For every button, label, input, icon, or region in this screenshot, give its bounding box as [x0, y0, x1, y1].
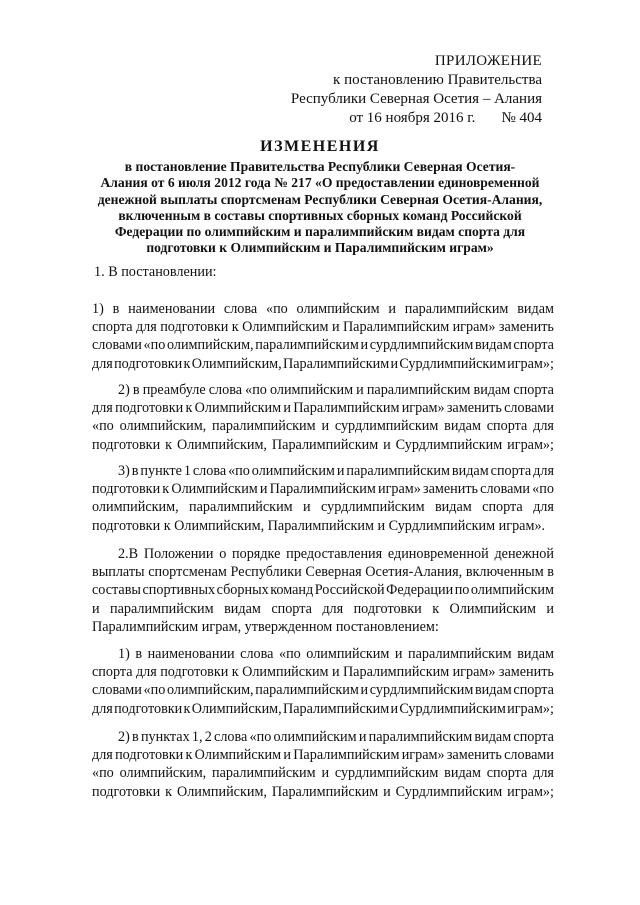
word: 1 — [183, 463, 191, 479]
word: слова — [240, 646, 274, 662]
word: олимпийским, — [166, 682, 254, 699]
word: «по — [532, 481, 554, 498]
paragraph-line — [92, 355, 554, 373]
word: заменить — [498, 664, 554, 681]
word: единовременной — [387, 546, 489, 562]
paragraph-line — [92, 783, 554, 801]
word: Сурдлимпийским — [399, 700, 506, 717]
word: в — [135, 646, 143, 662]
word: наименовании — [147, 646, 235, 662]
word: подготовки — [92, 436, 161, 453]
word: для — [322, 600, 344, 617]
paragraph-line — [92, 663, 554, 681]
heading-line: включенным в составы спортивных сборных команд Российской — [118, 207, 522, 223]
word: для — [92, 700, 113, 717]
word: Олимпийским, — [176, 783, 267, 800]
word: для — [533, 765, 554, 782]
word: заменить — [446, 400, 502, 417]
word: и — [388, 301, 397, 317]
word: Осетия-Алания, — [365, 564, 463, 581]
paragraph-line: подготовки к Олимпийским, Паралимпийским и Сурдлимпийским играм». — [92, 517, 546, 534]
word: видам — [474, 682, 512, 699]
word: к — [231, 664, 239, 681]
word: играм» — [401, 400, 445, 417]
word: и — [331, 319, 340, 336]
paragraph-1-3 — [92, 462, 554, 535]
paragraph-line — [92, 728, 554, 746]
word: и — [390, 355, 399, 372]
word: и — [283, 747, 291, 764]
heading-line: подготовки к Олимпийским и Паралимпийским играм» — [146, 240, 494, 256]
word: играм» — [377, 481, 421, 498]
word: словами — [92, 337, 142, 354]
word: олимпийским — [251, 463, 335, 479]
word: 2 — [204, 729, 212, 745]
paragraph-1-1 — [92, 300, 554, 373]
paragraph-line — [92, 480, 554, 498]
word: подготовки — [92, 783, 161, 800]
word: Олимпийским, — [176, 436, 267, 453]
word: 2) — [118, 382, 130, 398]
word: видам — [473, 382, 511, 398]
word: к — [165, 783, 173, 800]
paragraph-2-1 — [92, 645, 554, 718]
word: сурдлимпийским — [369, 682, 474, 699]
word: и — [283, 400, 291, 417]
word: к — [165, 436, 173, 453]
word: сурдлимпийским — [334, 418, 439, 435]
word: слова — [223, 301, 258, 317]
word: олимпийским — [470, 582, 554, 599]
word: к — [162, 481, 170, 498]
word: подготовки — [114, 700, 183, 717]
word: подготовки — [160, 319, 229, 336]
word: предоставления — [286, 546, 383, 562]
word: для — [533, 499, 554, 516]
word: паралимпийским — [212, 418, 316, 435]
paragraph-line — [66, 300, 554, 318]
heading-title: ИЗМЕНЕНИЯ — [260, 138, 380, 155]
word: Федерации — [386, 582, 454, 599]
section-2 — [92, 545, 554, 636]
word: для — [135, 664, 157, 681]
heading-line: денежной выплаты спортсменам Республики Северная Осетия-Алания, — [97, 191, 543, 207]
word: в — [131, 463, 139, 479]
paragraph-line — [92, 436, 554, 454]
paragraph-line — [92, 381, 554, 399]
word: для — [92, 400, 113, 417]
word: выплаты — [92, 564, 145, 581]
word: и — [383, 436, 391, 453]
paragraph-line: Паралимпийским играм, утвержденном постановлением: — [92, 618, 439, 635]
word: 1) — [118, 646, 130, 662]
paragraph-line — [92, 498, 554, 516]
heading-line: Федерации по олимпийским и паралимпийским видам спорта для — [114, 224, 526, 240]
word: играм»; — [507, 355, 554, 372]
paragraph-line — [92, 417, 554, 435]
word: к — [432, 600, 440, 617]
word: 3) — [118, 463, 130, 479]
word: словами — [480, 481, 531, 498]
word: и — [321, 418, 330, 435]
heading-line: Алания от 6 июля 2012 года № 217 «О предоставлении единовременной — [100, 175, 540, 191]
paragraph-line — [92, 563, 554, 581]
word: «по — [278, 646, 301, 662]
word: сурдлимпийским — [369, 337, 474, 354]
word: 2) — [118, 729, 130, 745]
word: наименовании — [128, 301, 216, 317]
word: спорта — [513, 337, 554, 354]
word: паралимпийским — [189, 499, 293, 516]
word: и — [331, 664, 340, 681]
word: видам — [451, 463, 489, 479]
word: подготовки — [92, 481, 161, 498]
word: подготовки — [115, 747, 184, 764]
word: 1) — [92, 301, 104, 317]
paragraph-line — [92, 645, 554, 663]
word: слова — [214, 729, 248, 745]
word: Паралимпийским — [271, 783, 379, 800]
word: спорта — [92, 319, 133, 336]
word: включенным — [465, 564, 544, 581]
word: Паралимпийским — [342, 319, 450, 336]
word: для — [92, 747, 113, 764]
word: заменить — [498, 319, 554, 336]
paragraph-line — [92, 581, 554, 599]
word: играм» — [452, 319, 496, 336]
word: и — [358, 729, 367, 745]
word: Сурдлимпийским — [395, 783, 503, 800]
word: «по — [249, 729, 272, 745]
paragraph-line — [92, 700, 554, 718]
word: олимпийским, — [119, 418, 207, 435]
word: спорта — [513, 729, 554, 745]
section-1-text: 1. В постановлении: — [94, 264, 217, 280]
word: видам — [444, 765, 481, 782]
word: олимпийским, — [92, 499, 179, 516]
word: паралимпийским — [212, 765, 316, 782]
word: играм» — [452, 664, 496, 681]
word: Паралимпийским — [282, 700, 390, 717]
word: паралимпийским — [255, 682, 359, 699]
word: к — [185, 747, 193, 764]
paragraph-line — [92, 336, 554, 354]
section-1-title — [92, 263, 554, 281]
word: Олимпийским — [194, 747, 282, 764]
word: сурдлимпийским — [321, 499, 425, 516]
word: и — [336, 463, 345, 479]
word: паралимпийским — [110, 600, 214, 617]
word: играм»; — [507, 436, 554, 453]
word: по — [454, 582, 470, 599]
word: и — [321, 765, 330, 782]
word: спорта — [486, 418, 528, 435]
appendix-line-2: Республики Северная Осетия – Алания — [290, 91, 542, 107]
word: паралимпийским — [346, 463, 450, 479]
word: и — [92, 600, 100, 617]
word: видам — [444, 418, 481, 435]
word: спорта — [490, 463, 532, 479]
word: Паралимпийским — [342, 664, 450, 681]
word: Олимпийским — [171, 481, 258, 498]
word: и — [390, 700, 399, 717]
paragraph-2-2 — [92, 728, 554, 801]
word: заменить — [422, 481, 479, 498]
date-prefix: от — [349, 110, 364, 126]
word: олимпийским, — [166, 337, 254, 354]
word: для — [533, 418, 554, 435]
word: олимпийским — [273, 729, 357, 745]
word: к — [231, 319, 239, 336]
word: Олимпийским, — [191, 700, 282, 717]
word: «по — [265, 301, 288, 317]
paragraph-line — [92, 764, 554, 782]
word: и — [356, 382, 364, 398]
word: Олимпийским — [242, 664, 329, 681]
paragraph-line — [92, 399, 554, 417]
word: и — [360, 682, 369, 699]
word: видам — [517, 301, 554, 317]
word: подготовки — [160, 664, 229, 681]
word: паралимпийским — [366, 382, 471, 398]
appendix-date-row — [291, 109, 542, 128]
word: составы — [92, 582, 141, 599]
word: Сурдлимпийским — [395, 436, 503, 453]
word: паралимпийским — [408, 646, 512, 662]
word: для — [135, 319, 157, 336]
word: спортсменам — [148, 564, 227, 581]
word: и — [546, 600, 554, 617]
word: сурдлимпийским — [334, 765, 439, 782]
word: к — [183, 355, 191, 372]
word: видам — [474, 729, 512, 745]
word: «по — [92, 765, 114, 782]
word: спорта — [271, 600, 312, 617]
paragraph-line — [92, 545, 554, 563]
word: играм» — [401, 747, 445, 764]
word: спорта — [92, 664, 133, 681]
word: в — [132, 382, 140, 398]
word: паралимпийским — [368, 729, 473, 745]
word: «по — [143, 337, 166, 354]
word: и — [394, 646, 403, 662]
word: к — [185, 400, 193, 417]
word: преамбуле — [142, 382, 206, 398]
word: спорта — [482, 499, 523, 516]
word: Республики — [230, 564, 302, 581]
word: и — [383, 783, 391, 800]
word: порядке — [232, 546, 281, 562]
word: Олимпийским — [449, 600, 536, 617]
word: олимпийским — [269, 382, 354, 398]
word: словами — [504, 400, 554, 417]
word: и — [259, 481, 268, 498]
appendix-date: 16 ноября 2016 г. — [366, 110, 476, 126]
appendix-number: № 404 — [501, 110, 542, 126]
paragraph-line — [92, 681, 554, 699]
word: пункте — [140, 463, 182, 479]
word: видам — [517, 646, 554, 662]
word: 2.В — [118, 546, 139, 562]
word: Олимпийским — [194, 400, 282, 417]
word: слова — [208, 382, 243, 398]
word: и — [303, 499, 311, 516]
word: спортивных — [142, 582, 216, 599]
word: «по — [245, 382, 267, 398]
paragraph-line — [92, 318, 554, 336]
word: Паралимпийским — [282, 355, 390, 372]
heading-line: в постановление Правительства Республики Северная Осетия- — [124, 159, 516, 174]
word: Паралимпийским — [271, 436, 379, 453]
word: «по — [92, 418, 114, 435]
word: Северная — [305, 564, 362, 581]
word: подготовки — [114, 355, 183, 372]
word: пунктах — [140, 729, 190, 745]
word: для — [533, 463, 554, 479]
word: 1, — [191, 729, 203, 745]
word: в — [112, 301, 120, 317]
word: Олимпийским, — [191, 355, 282, 372]
word: играм»; — [507, 700, 554, 717]
word: Российской — [314, 582, 385, 599]
document-heading — [70, 137, 570, 257]
word: Паралимпийским — [269, 481, 376, 498]
paragraph-line — [92, 462, 554, 480]
paragraph-line — [92, 746, 554, 764]
word: «по — [143, 682, 166, 699]
word: в — [547, 564, 554, 581]
word: и — [360, 337, 369, 354]
word: Паралимпийским — [293, 400, 400, 417]
word: видам — [474, 337, 512, 354]
appendix-line-1: к постановлению Правительства — [333, 72, 542, 88]
word: команд — [270, 582, 314, 599]
word: видам — [224, 600, 261, 617]
word: Сурдлимпийским — [399, 355, 506, 372]
word: олимпийским — [306, 646, 390, 662]
word: видам — [434, 499, 472, 516]
word: для — [92, 355, 113, 372]
word: слова — [192, 463, 227, 479]
word: олимпийским, — [119, 765, 207, 782]
word: олимпийским — [296, 301, 380, 317]
word: паралимпийским — [404, 301, 509, 317]
word: «по — [228, 463, 250, 479]
word: заменить — [446, 747, 502, 764]
word: о — [219, 546, 227, 562]
word: Положении — [143, 546, 214, 562]
word: спорта — [513, 382, 554, 398]
word: словами — [504, 747, 554, 764]
appendix-block — [291, 52, 542, 128]
word: играм»; — [507, 783, 554, 800]
word: в — [132, 729, 139, 745]
word: подготовки — [353, 600, 422, 617]
word: Олимпийским — [242, 319, 329, 336]
word: Паралимпийским — [293, 747, 400, 764]
word: паралимпийским — [255, 337, 359, 354]
word: подготовки — [115, 400, 184, 417]
word: к — [183, 700, 191, 717]
paragraph-1-2 — [92, 381, 554, 454]
word: словами — [92, 682, 142, 699]
paragraph-line — [92, 600, 554, 618]
appendix-title: ПРИЛОЖЕНИЕ — [434, 53, 542, 69]
word: спорта — [513, 682, 554, 699]
word: сборных — [216, 582, 269, 599]
word: спорта — [486, 765, 528, 782]
word: денежной — [494, 546, 554, 562]
